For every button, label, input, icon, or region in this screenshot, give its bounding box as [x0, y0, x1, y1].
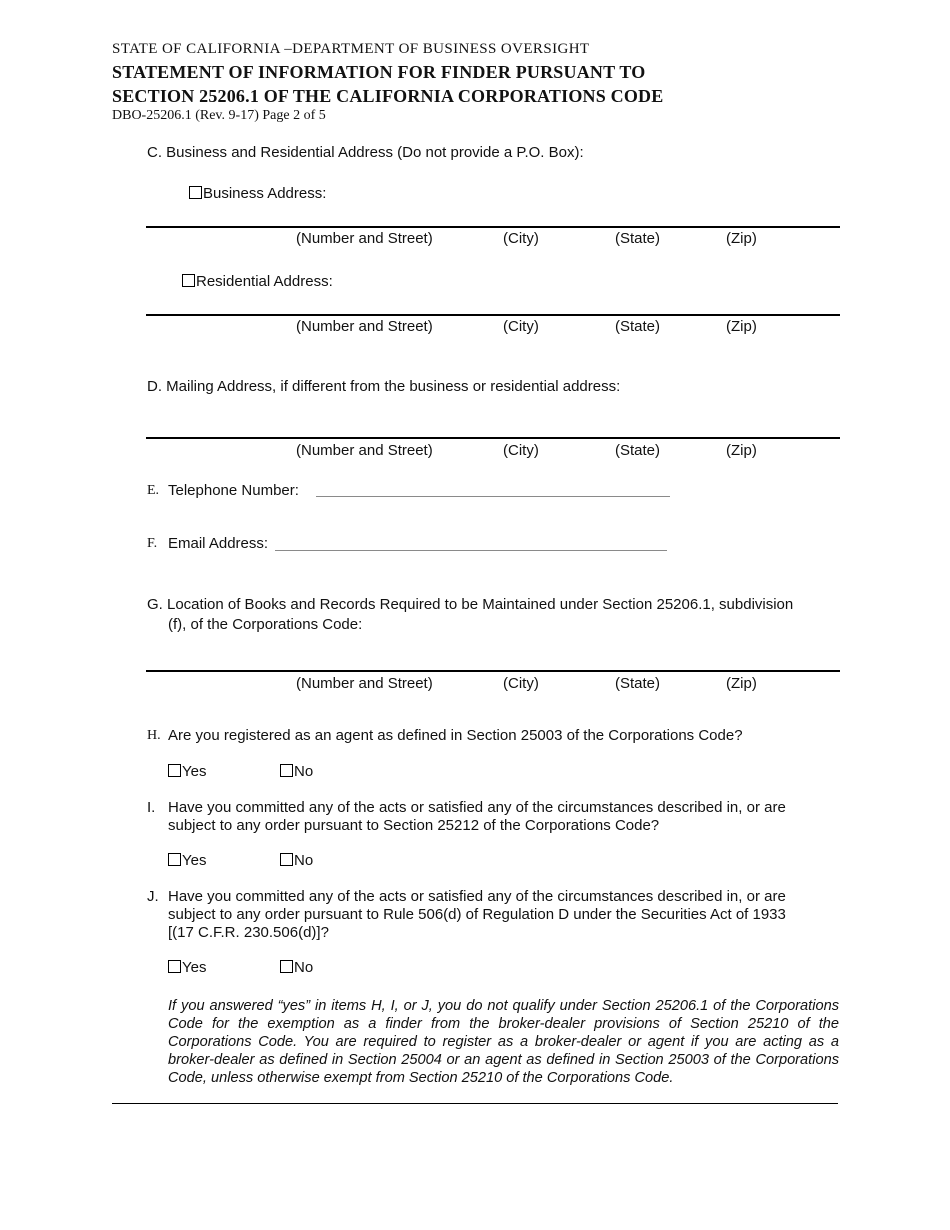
section-j-letter: J. [147, 888, 159, 905]
mailing-state-caption: (State) [615, 442, 661, 459]
section-f-letter: F. [147, 536, 158, 551]
books-zip-caption: (Zip) [726, 675, 757, 692]
mailing-zip-caption: (Zip) [726, 442, 757, 459]
section-h-no-option [280, 763, 313, 780]
section-i-yes-checkbox[interactable] [168, 853, 181, 866]
books-records-address-line [146, 670, 840, 672]
residential-city-caption: (City) [503, 318, 539, 335]
section-j-question-line-2: subject to any order pursuant to Rule 506(d) of Regulation D under the Securities Act of 1933 [168, 906, 786, 923]
books-records-address-field[interactable] [146, 645, 840, 670]
section-e-letter: E. [147, 483, 160, 498]
books-street-caption: (Number and Street) [296, 675, 433, 692]
telephone-input[interactable] [316, 496, 670, 497]
section-i-yes-label: Yes [182, 852, 207, 869]
section-i-no-label: No [294, 852, 314, 869]
department-name: STATE OF CALIFORNIA –DEPARTMENT OF BUSINESS OVERSIGHT [112, 41, 590, 57]
books-city-caption: (City) [503, 675, 539, 692]
residential-zip-caption: (Zip) [726, 318, 757, 335]
residential-address-line [146, 314, 840, 316]
residential-address-checkbox[interactable] [182, 274, 195, 287]
email-input[interactable] [275, 550, 667, 551]
section-j-yes-checkbox[interactable] [168, 960, 181, 973]
telephone-label: Telephone Number: [168, 482, 299, 499]
mailing-city-caption: (City) [503, 442, 539, 459]
section-i-no-option [280, 852, 313, 869]
section-j-no-option [280, 959, 313, 976]
section-j-yes-option [168, 959, 206, 976]
residential-address-option [182, 273, 333, 290]
section-h-yes-checkbox[interactable] [168, 764, 181, 777]
business-city-caption: (City) [503, 230, 539, 247]
section-h-yes-option [168, 763, 206, 780]
residential-address-field[interactable] [146, 293, 840, 314]
section-h-yes-label: Yes [182, 763, 207, 780]
residential-street-caption: (Number and Street) [296, 318, 433, 335]
section-h-question: Are you registered as an agent as defined in Section 25003 of the Corporations Code? [168, 727, 743, 744]
section-j-no-checkbox[interactable] [280, 960, 293, 973]
section-h-no-label: No [294, 763, 314, 780]
section-c-label: C. Business and Residential Address (Do not provide a P.O. Box): [147, 144, 584, 161]
email-label: Email Address: [168, 535, 269, 552]
section-j-no-label: No [294, 959, 314, 976]
residential-state-caption: (State) [615, 318, 661, 335]
section-h-no-checkbox[interactable] [280, 764, 293, 777]
business-address-line [146, 226, 840, 228]
form-title-line-2: SECTION 25206.1 OF THE CALIFORNIA CORPORATIONS CODE [112, 86, 664, 106]
mailing-street-caption: (Number and Street) [296, 442, 433, 459]
section-d-label: D. Mailing Address, if different from the business or residential address: [147, 378, 621, 395]
business-street-caption: (Number and Street) [296, 230, 433, 247]
section-h-letter: H. [147, 728, 161, 743]
disqualification-notice: If you answered “yes” in items H, I, or J, you do not qualify under Section 25206.1 of the Corporations Code for the exemption as a finder from the broker-dealer provisions of Section 25210 of the Corporations Code. You are required to register as a broker-dealer or agent if you are acting as a broker-dealer as defined in Section 25004 or an agent as defined in Section 25003 of the Corporations Code, unless otherwise exempt from Section 25210 of the Corporations Code. [168, 998, 839, 1086]
books-state-caption: (State) [615, 675, 661, 692]
business-address-label: Business Address: [203, 185, 327, 202]
section-i-question-line-1: Have you committed any of the acts or satisfied any of the circumstances described in, or are [168, 799, 786, 816]
residential-address-label: Residential Address: [196, 273, 333, 290]
business-address-option [189, 185, 326, 202]
form-title-line-1: STATEMENT OF INFORMATION FOR FINDER PURSUANT TO [112, 62, 646, 82]
mailing-address-line [146, 437, 840, 439]
section-j-question-line-1: Have you committed any of the acts or satisfied any of the circumstances described in, or are [168, 888, 786, 905]
section-i-question-line-2: subject to any order pursuant to Section 25212 of the Corporations Code? [168, 817, 660, 834]
section-g-label-line-2: (f), of the Corporations Code: [168, 616, 363, 633]
section-i-letter: I. [147, 799, 156, 816]
footer-divider [112, 1103, 838, 1104]
section-g-label-line-1: G. Location of Books and Records Required to be Maintained under Section 25206.1, subdivision [147, 596, 794, 613]
section-j-yes-label: Yes [182, 959, 207, 976]
business-address-field[interactable] [146, 205, 840, 226]
section-j-question-line-3: [(17 C.F.R. 230.506(d)]? [168, 924, 329, 941]
business-address-checkbox[interactable] [189, 186, 202, 199]
form-revision: DBO-25206.1 (Rev. 9-17) Page 2 of 5 [112, 108, 326, 123]
business-state-caption: (State) [615, 230, 661, 247]
business-zip-caption: (Zip) [726, 230, 757, 247]
section-i-no-checkbox[interactable] [280, 853, 293, 866]
mailing-address-field[interactable] [146, 412, 840, 437]
section-i-yes-option [168, 852, 206, 869]
